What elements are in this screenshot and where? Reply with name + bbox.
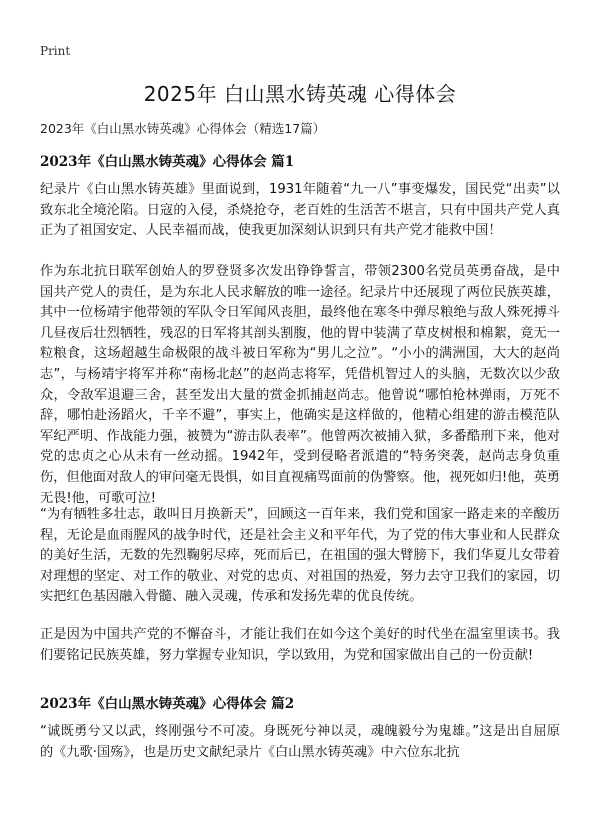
print-link[interactable]: Print [40,44,71,58]
document-title: 2025年 白山黑水铸英魂 心得体会 [143,82,457,106]
section-paragraph: 纪录片《白山黑水铸英雄》里面说到，1931年随着“九一八”事变爆发，国民党“出卖”以致东北全境沦陷。日寇的入侵，杀烧抢夺，老百姓的生活苦不堪言，只有中国共产党人真正为了祖国安定、人民幸福而战，使我更加深刻认识到只有共产党才能救中国！ [40,182,560,239]
section-paragraph: “诚既勇兮又以武，终刚强兮不可凌。身既死兮神以灵，魂魄毅兮为鬼雄。”这是出自屈原的《九歌·国殇》，也是历史文献纪录片《白山黑水铸英魂》中六位东北抗 [40,724,560,760]
section-heading: 2023年《白山黑水铸英魂》心得体会 篇2 [40,696,295,712]
section-paragraph: 作为东北抗日联军创始人的罗登贤多次发出铮铮誓言，带领2300名党员英勇奋战，是中国共产党人的责任，是为东北人民求解放的唯一途径。纪录片中还展现了两位民族英雄，其中一位杨靖宇他带领的军队令日军闻风丧胆，最终他在寒冬中弹尽粮绝与敌人殊死搏斗几昼夜后壮烈牺牲，残忍的日军将其剖头割腹，他的胃中装满了草皮树根和棉絮，竟无一粒粮食，这场超越生命极限的战斗被日军称为“男儿之泣”。“小小的满洲国，大大的赵尚志”，与杨靖宇将军并称“南杨北赵”的赵尚志将军，凭借机智过人的头脑，无数次以少敌众，令敌军退避三舍，甚至发出大量的赏金抓捕赵尚志。他曾说“哪怕枪林弹雨，万死不辞，哪怕赴汤蹈火，千辛不避”，事实上，他确实是这样做的，他精心组建的游击模范队军纪严明、作战能力强，被赞为“游击队表率”。他曾两次被捕入狱，多番酷刑下来，他对党的忠贞之心从未有一丝动摇。1942年，受到侵略者派遣的“特务突袭，赵尚志身负重伤，但他面对敌人的审问毫无畏惧，如目直视痛骂面前的伪警察。他，视死如归!他，英勇无畏!他，可歌可泣! [40,264,560,506]
section-paragraph: “为有牺牲多壮志，敢叫日月换新天”，回顾这一百年来，我们党和国家一路走来的辛酸历程，无论是血雨腥风的战争时代，还是社会主义和平年代，为了党的伟大事业和人民群众的美好生活，无数的先烈鞠躬尽瘁，死而后已，在祖国的强大臂膀下，我们华夏儿女带着对理想的坚定、对工作的敬业、对党的忠贞、对祖国的热爱，努力去守卫我们的家园，切实把红色基因融入骨髓、融入灵魂，传承和发扬先辈的优良传统。 [40,507,560,605]
section-heading: 2023年《白山黑水铸英魂》心得体会 篇1 [40,154,295,170]
section-paragraph: 正是因为中国共产党的不懈奋斗，才能让我们在如今这个美好的时代坐在温室里读书。我们要铭记民族英雄，努力掌握专业知识，学以致用，为党和国家做出自己的一份贡献! [40,627,560,663]
document-subtitle: 2023年《白山黑水铸英魂》心得体会（精选17篇） [40,121,326,136]
